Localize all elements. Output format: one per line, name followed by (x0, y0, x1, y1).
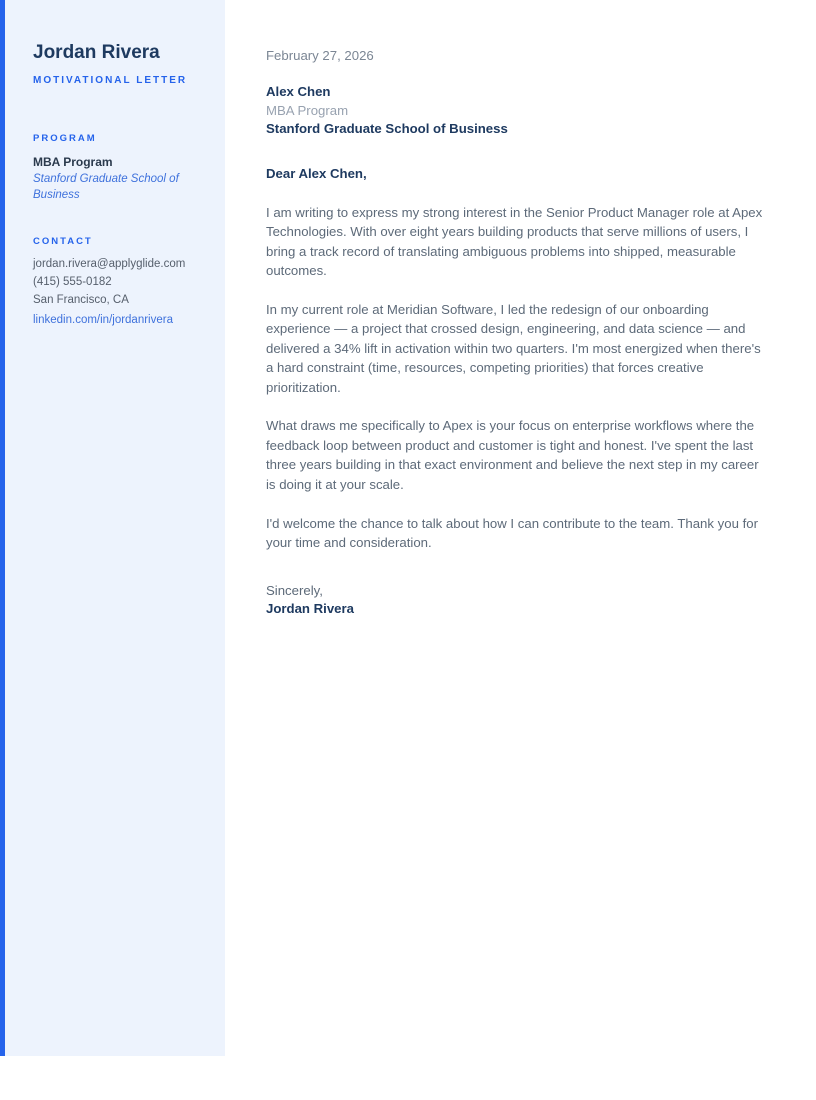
letter-paragraph: I am writing to express my strong interest in the Senior Product Manager role at Apex Technologies. With over eight years building products that serve millions of users, I bring a track record of translating ambiguous problems into shipped, measurable outcomes. (266, 204, 763, 279)
contact-list (33, 256, 207, 330)
letter-paragraph: What draws me specifically to Apex is your focus on enterprise workflows where the feedback loop between product and customer is tight and honest. I've spent the last three years building in that exact environment and believe the next step in my career is doing it at your scale. (266, 418, 759, 492)
program-name: MBA Program (33, 154, 113, 169)
sidebar (0, 0, 225, 1056)
program-school: Stanford Graduate School of Business (33, 172, 179, 201)
salutation: Dear Alex Chen, (266, 166, 367, 182)
letter-paragraph: I'd welcome the chance to talk about how I can contribute to the team. Thank you for your time and consideration. (266, 515, 758, 551)
sidebar-name: Jordan Rivera (33, 42, 160, 63)
contact-section-label: CONTACT (33, 236, 93, 248)
signature-name: Jordan Rivera (266, 601, 354, 617)
contact-linkedin-link[interactable]: linkedin.com/in/jordanrivera (33, 313, 173, 326)
letter-date: February 27, 2026 (266, 48, 374, 63)
recipient-name: Alex Chen (266, 84, 331, 100)
letter-body (225, 0, 816, 619)
contact-location: San Francisco, CA (33, 293, 129, 306)
closing: Sincerely, (266, 582, 323, 598)
document-type-label: MOTIVATIONAL LETTER (33, 74, 188, 86)
recipient-school: Stanford Graduate School of Business (266, 120, 508, 136)
contact-phone: (415) 555-0182 (33, 275, 112, 288)
recipient-program: MBA Program (266, 102, 349, 118)
contact-email: jordan.rivera@applyglide.com (33, 258, 186, 271)
letter-paragraph: In my current role at Meridian Software, I led the redesign of our onboarding experience — a project that crossed design, engineering, and data science — and delivered a 34% lift in activation within two quarters. I'm most energized when there's a hard constraint (time, resources, competing priorities) that forces creative prioritization. (266, 301, 761, 395)
program-section-label: PROGRAM (33, 132, 97, 144)
recipient-block (266, 83, 770, 138)
